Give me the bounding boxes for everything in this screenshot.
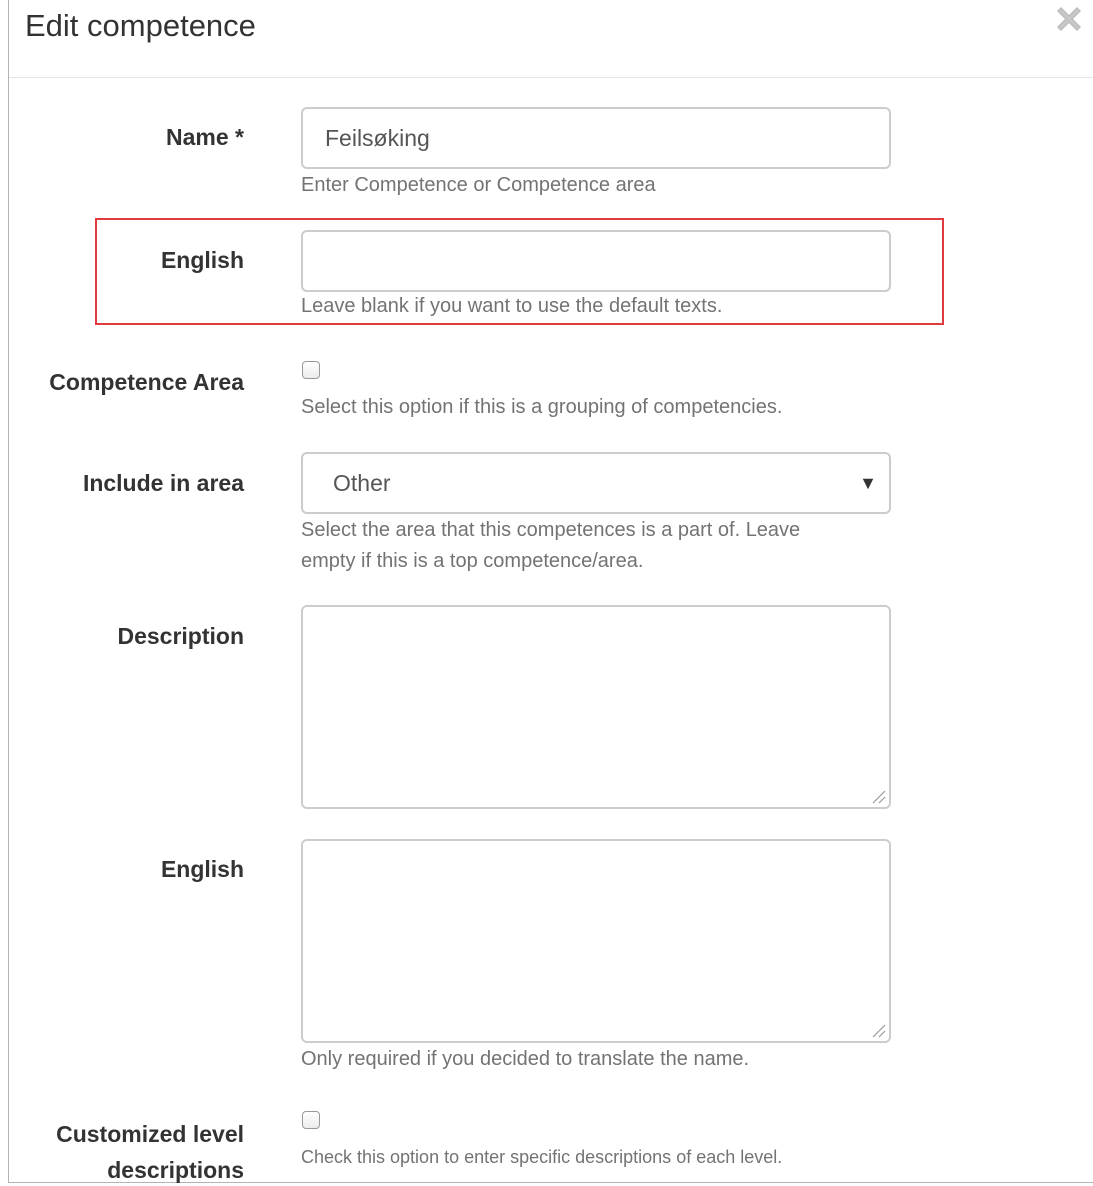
include-in-area-selected-value: Other [333,470,391,496]
competence-area-help-text: Select this option if this is a grouping of competencies. [301,396,783,418]
description-textarea[interactable] [301,605,891,809]
dropdown-arrow-icon: ▼ [859,473,877,493]
description-english-textarea[interactable] [301,839,891,1043]
name-english-input[interactable] [301,230,891,292]
description-label: Description [117,623,244,649]
competence-area-checkbox[interactable] [302,361,320,379]
close-icon[interactable] [1052,2,1086,36]
include-in-area-select[interactable] [301,452,891,514]
name-english-help-text: Leave blank if you want to use the default texts. [301,295,723,317]
description-english-help-text: Only required if you decided to translate the name. [301,1048,750,1070]
include-in-area-label: Include in area [82,470,244,496]
include-in-area-help-line1: Select the area that this competences is a part of. Leave [301,519,801,541]
name-english-label: English [160,247,244,273]
dialog-header [9,0,1093,78]
dialog-title: Edit competence [25,8,256,43]
customized-levels-label-line2: descriptions [107,1157,244,1183]
customized-levels-checkbox[interactable] [302,1111,320,1129]
customized-levels-label-line1: Customized level [56,1121,244,1147]
customized-levels-help-text: Check this option to enter specific descriptions of each level. [301,1147,783,1167]
description-english-label: English [160,856,244,882]
competence-area-label: Competence Area [49,369,244,395]
name-input[interactable]: Feilsøking [301,107,891,169]
include-in-area-help-line2: empty if this is a top competence/area. [301,550,644,572]
name-help-text: Enter Competence or Competence area [301,174,656,196]
name-label: Name * [166,124,244,150]
resize-grip-icon[interactable] [869,1021,887,1039]
resize-grip-icon[interactable] [869,787,887,805]
